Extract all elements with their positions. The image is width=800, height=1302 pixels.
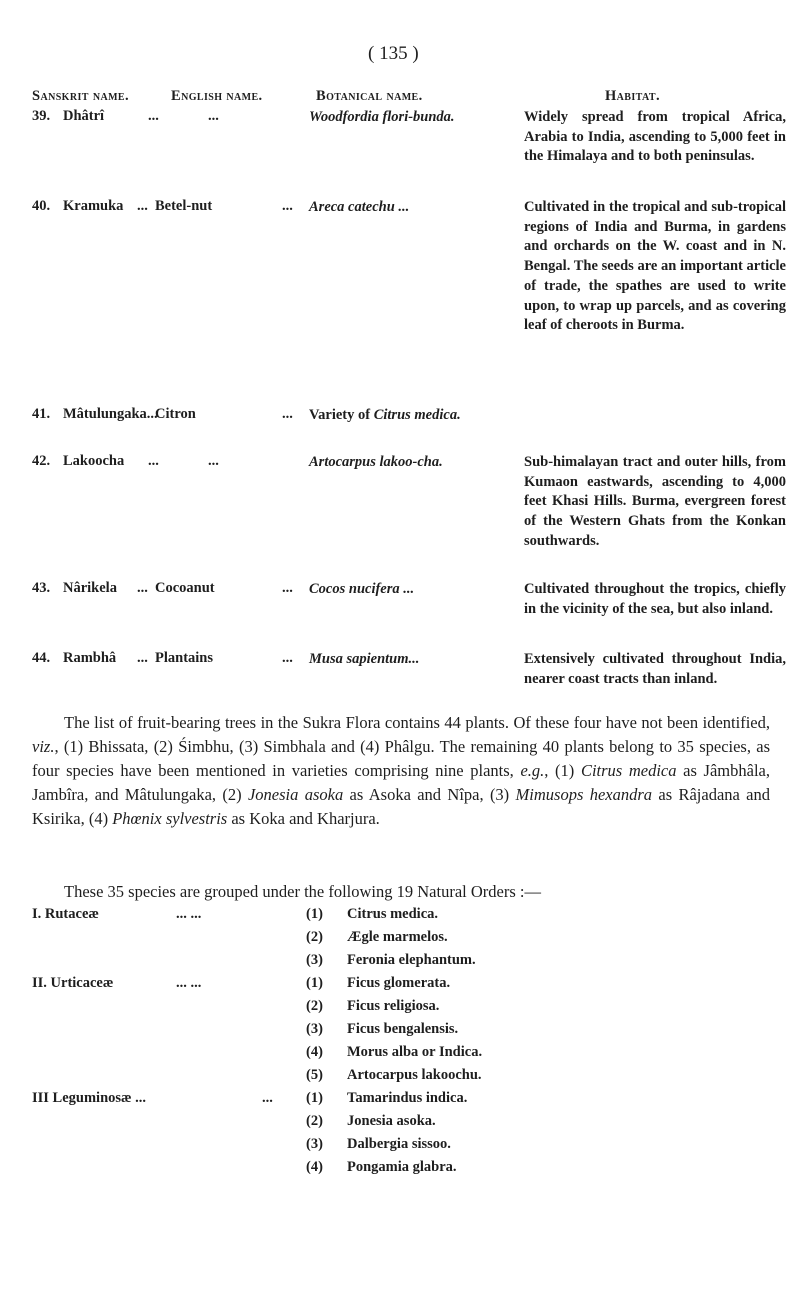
english-name: Betel-nut: [155, 198, 213, 214]
habitat-text: Cultivated in the tropical and sub-tropical regions of India and Burma, in gardens and orchards on the W. coast and in N. Bengal. The seeds are an important article of trade, the spathes are used to write upon, to wrap up parcels, and as covering leaf of cheroots in Burma.: [524, 199, 786, 334]
habitat-text: Extensively cultivated throughout India, nearer coast tracts than inland.: [524, 651, 786, 687]
header-botanical-name: Botanical name.: [316, 88, 423, 104]
english-name: Cocoanut: [155, 580, 215, 596]
english-name: ...: [208, 108, 219, 124]
species-number: (3): [306, 952, 323, 968]
leader-dots: ...: [137, 580, 148, 596]
botanical-name-text: Cocos nucifera ...: [309, 581, 415, 597]
order-name: II. Urticaceæ: [32, 975, 114, 991]
species-number: (1): [306, 1090, 323, 1106]
body-paragraph: The list of fruit-bearing trees in the Sukra Flora contains 44 plants. Of these four have not been identified, viz., (1) Bhissata, (2) Śimbhu, (3) Simbhala and (4) Phâlgu. The remaining 40 plants belong to 35 species, as four species have been mentioned in varieties comprising nine plants, e.g., (1) Citrus medica as Jâmbhâla, Jambîra, and Mâtulungaka, (2) Jonesia asoka as Asoka and Nîpa, (3) Mimusops hexandra as Râjadana and Ksirika, (4) Phœnix sylvestris as Koka and Kharjura.: [32, 713, 771, 828]
habitat-text: Widely spread from tropical Africa, Arabia to India, ascending to 5,000 feet in the Himalaya and to both peninsulas.: [524, 109, 786, 165]
leader-dots: ...: [282, 580, 293, 596]
species-name: Tamarindus indica.: [347, 1090, 468, 1106]
english-name: ...: [208, 453, 219, 469]
species-name: Ficus bengalensis.: [347, 1021, 459, 1037]
species-number: (2): [306, 998, 323, 1014]
species-name: Ficus glomerata.: [347, 975, 451, 991]
leader-dots: ...: [282, 406, 293, 422]
species-number: (1): [306, 906, 323, 922]
header-habitat: Habitat.: [605, 88, 660, 104]
leader-dots: ...: [137, 650, 148, 666]
botanical-name: [309, 198, 517, 218]
species-name: Pongamia glabra.: [347, 1159, 457, 1175]
sanskrit-name: Lakoocha: [63, 453, 125, 469]
page-number: ( 135 ): [368, 43, 419, 64]
entry-number: 39.: [32, 108, 51, 124]
sanskrit-name: Mâtulungaka...: [63, 406, 158, 422]
species-name: Ficus religiosa.: [347, 998, 440, 1014]
leader-dots: ... ...: [176, 975, 202, 991]
botanical-name-text: Woodfordia flori-bunda.: [309, 109, 455, 125]
botanical-name-text: Musa sapientum...: [309, 651, 420, 667]
species-number: (2): [306, 1113, 323, 1129]
leader-dots: ... ...: [176, 906, 202, 922]
species-name: Feronia elephantum.: [347, 952, 476, 968]
habitat-text: Sub-himalayan tract and outer hills, from Kumaon eastwards, ascending to 4,000 feet Khasi Hills. Burma, evergreen forest of the Western Ghats from the Konkan southwards.: [524, 454, 786, 549]
species-name: Jonesia asoka.: [347, 1113, 436, 1129]
sanskrit-name: Rambhâ: [63, 650, 117, 666]
botanical-name: [309, 453, 517, 473]
species-name: Dalbergia sissoo.: [347, 1136, 451, 1152]
sanskrit-name: Kramuka: [63, 198, 124, 214]
english-name: Citron: [155, 406, 196, 422]
species-number: (4): [306, 1044, 323, 1060]
species-number: (1): [306, 975, 323, 991]
sanskrit-name: Dhâtrî: [63, 108, 105, 124]
species-name: Ægle marmelos.: [347, 929, 448, 945]
leader-dots: ...: [282, 650, 293, 666]
botanical-name: [309, 580, 517, 600]
entry-number: 40.: [32, 198, 51, 214]
botanical-name: Variety of Citrus medica.: [309, 407, 461, 423]
species-number: (3): [306, 1136, 323, 1152]
leader-dots: ...: [148, 453, 159, 469]
leader-dots: ...: [282, 198, 293, 214]
body-paragraph-orders: These 35 species are grouped under the following 19 Natural Orders :—: [64, 882, 541, 901]
botanical-name-text: Artocarpus lakoo-cha.: [309, 454, 443, 470]
species-name: Artocarpus lakoochu.: [347, 1067, 482, 1083]
leader-dots: ...: [148, 108, 159, 124]
entry-number: 43.: [32, 580, 51, 596]
species-number: (2): [306, 929, 323, 945]
order-name: I. Rutaceæ: [32, 906, 99, 922]
leader-dots: ...: [262, 1090, 273, 1106]
entry-number: 41.: [32, 406, 51, 422]
sanskrit-name: Nârikela: [63, 580, 117, 596]
order-name: III Leguminosæ ...: [32, 1090, 147, 1106]
botanical-name-text: Areca catechu ...: [309, 199, 410, 215]
species-number: (4): [306, 1159, 323, 1175]
botanical-name: [309, 108, 517, 128]
english-name: Plantains: [155, 650, 214, 666]
species-number: (5): [306, 1067, 323, 1083]
habitat-text: Cultivated throughout the tropics, chiefly in the vicinity of the sea, but also inland.: [524, 581, 786, 617]
header-english-name: English name.: [171, 88, 263, 104]
species-name: Citrus medica.: [347, 906, 439, 922]
entry-number: 44.: [32, 650, 51, 666]
header-sanskrit-name: Sanskrit name.: [32, 88, 130, 104]
leader-dots: ...: [137, 198, 148, 214]
species-number: (3): [306, 1021, 323, 1037]
species-name: Morus alba or Indica.: [347, 1044, 483, 1060]
botanical-name: [309, 650, 517, 670]
entry-number: 42.: [32, 453, 51, 469]
